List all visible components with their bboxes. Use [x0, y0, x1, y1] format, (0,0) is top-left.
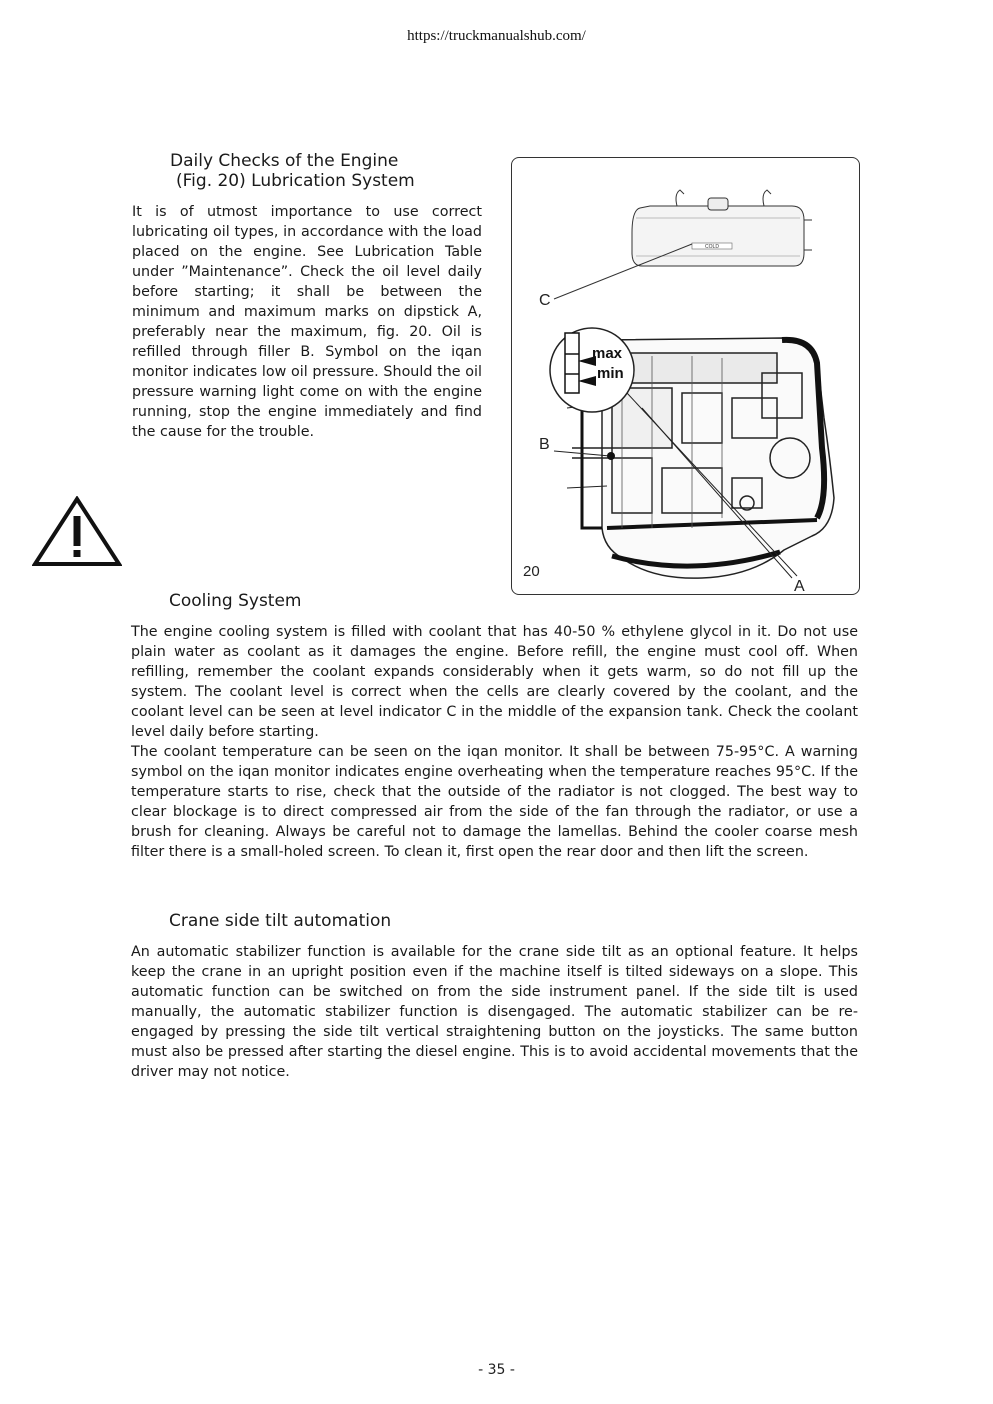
crane-body: An automatic stabilizer function is available for the crane side tilt as an optional feature. It helps keep the crane in an upright position even if the machine itself is tilted sideways on a slope. This automatic function can be switched on from the side instrument panel. If the side tilt is used manually, the automatic stabilizer function is disengaged. The automatic stabilizer can be re-engaged by pressing the side tilt vertical straightening button on the joysticks. The same button must also be pressed after starting the diesel engine. This is to avoid accidental movements that the driver may not notice.	[131, 944, 858, 1080]
cooling-body-1: The engine cooling system is filled with coolant that has 40-50 % ethylene glycol in it. Do not use plain water as coolant as it damages the engine. Before refill, the engine must cool off. When refilling, remember the coolant expands considerably when it gets warm, so do not fill up the system. The coolant level is correct when the cells are clearly covered by the coolant, and the coolant level can be seen at level indicator C in the middle of the expansion tank. Check the coolant level daily before starting.	[131, 624, 858, 740]
lubrication-title-line1: Daily Checks of the Engine	[170, 151, 399, 171]
tank-level-marker-text: COLD	[705, 244, 719, 250]
warning-triangle-icon	[32, 496, 122, 566]
dipstick-max-label: max	[592, 345, 623, 362]
dipstick-min-label: min	[597, 365, 624, 382]
figure-engine-lubrication	[511, 157, 860, 595]
crane-title: Crane side tilt automation	[169, 911, 392, 931]
figure-label-b: B	[539, 436, 550, 453]
cooling-body-2: The coolant temperature can be seen on the iqan monitor. It shall be between 75-95°C. A warning symbol on the iqan monitor indicates engine overheating when the temperature reaches 95°C. If the temperature starts to rise, check that the outside of the radiator is not clogged. The best way to clear blockage is to direct compressed air from the side of the fan through the radiator, or use a brush for cleaning. Always be careful not to damage the lamellas. Behind the cooler coarse mesh filter there is a small-holed screen. To clean it, first open the rear door and then lift the screen.	[131, 744, 858, 860]
source-url: https://truckmanualshub.com/	[407, 28, 586, 44]
figure-label-c: C	[539, 292, 551, 309]
dipstick-magnifier	[550, 328, 634, 412]
lubrication-body: It is of utmost importance to use correct lubricating oil types, in accordance with the load placed on the engine. See Lubrication Table under ”Maintenance”. Check the oil level daily before starting; it shall be between the minimum and maximum marks on dipstick A, preferably near the maximum, fig. 20. Oil is refilled through filler B. Symbol on the iqan monitor indicates low oil pressure. Should the oil pressure warning light come on with the engine running, stop the engine immediately and find the cause for the trouble.	[132, 204, 482, 440]
page-number: - 35 -	[478, 1362, 515, 1378]
engine-illustration	[512, 158, 861, 596]
expansion-tank	[632, 190, 812, 266]
cooling-title: Cooling System	[169, 591, 302, 611]
lubrication-title-line2: (Fig. 20) Lubrication System	[176, 171, 415, 191]
figure-number: 20	[523, 563, 540, 580]
figure-label-a: A	[794, 578, 805, 595]
